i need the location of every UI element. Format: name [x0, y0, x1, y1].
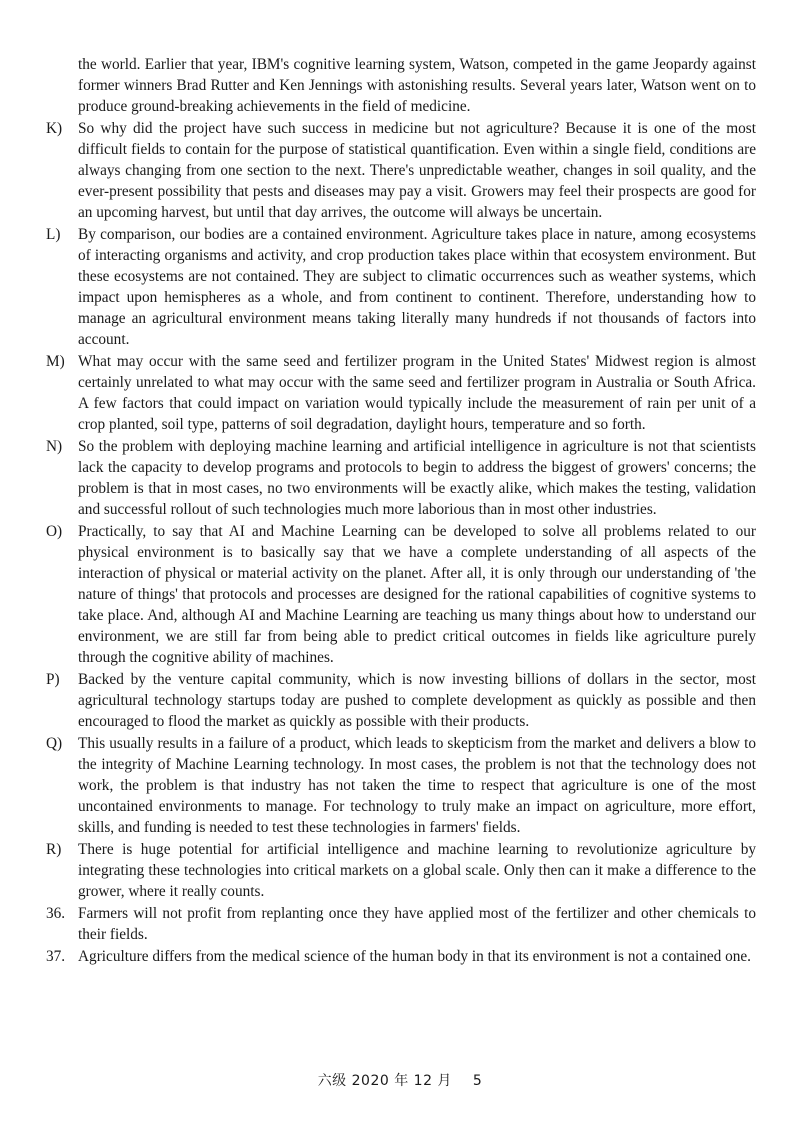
paragraph-label: N) — [46, 438, 63, 455]
paragraph-label: Q) — [46, 735, 63, 752]
paragraph-l — [46, 224, 756, 350]
paragraph-o — [46, 521, 756, 668]
paragraph-text: There is huge potential for artificial intelligence and machine learning to revolutionize agriculture by integrating these technologies into critical markets on a global scale. Only then can it make a difference to the grower, where it really counts. — [78, 841, 756, 900]
paragraph-label: M) — [46, 353, 65, 370]
paragraph-label: L) — [46, 226, 61, 243]
exam-label: 六级 2020 年 12 月 — [317, 1073, 452, 1089]
question-37 — [46, 946, 756, 967]
paragraph-text: By comparison, our bodies are a contained environment. Agriculture takes place in nature, among ecosystems of interacting organisms and activity, and crop production takes place within that ecosystem environment. But these ecosystems are not contained. They are subject to climatic occurrences such as weather systems, which impact upon hemispheres as a whole, and from continent to continent. Therefore, understanding how to manage an agricultural environment means taking literally many hundreds if not thousands of factors into account. — [78, 226, 756, 348]
paragraph-text: So why did the project have such success in medicine but not agriculture? Because it is one of the most difficult fields to contain for the purpose of statistical quantification. Even within a single field, conditions are always changing from one section to the next. There's unpredictable weather, changes in soil quality, and the ever-present possibility that pests and diseases may pay a visit. Growers may feel their prospects are good for an upcoming harvest, but until that day arrives, the outcome will always be uncertain. — [78, 120, 756, 221]
paragraph-m — [46, 351, 756, 435]
paragraph-text: This usually results in a failure of a product, which leads to skepticism from the market and delivers a blow to the integrity of Machine Learning technology. In most cases, the problem is not that the technology does not work, the problem is that industry has not taken the time to respect that agriculture is one of the most uncontained environments to manage. For technology to truly make an impact on agriculture, more effort, skills, and funding is needed to test these technologies in farmers' fields. — [78, 735, 756, 836]
paragraph-text: Practically, to say that AI and Machine Learning can be developed to solve all problems related to our physical environment is to basically say that we have a complete understanding of all aspects of the interaction of physical or material activity on the planet. After all, it is only through our understanding of 'the nature of things' that protocols and processes are designed for the rational capabilities of cognitive systems to take place. And, although AI and Machine Learning are teaching us many things about how to understand our environment, we are still far from being able to predict critical outcomes in fields like agriculture purely through the cognitive ability of machines. — [78, 523, 756, 666]
paragraph-text: Backed by the venture capital community, which is now investing billions of dollars in the sector, most agricultural technology startups today are pushed to complete development as quickly as possible and then encouraged to flood the market as quickly as possible with their products. — [78, 671, 756, 730]
paragraph-q — [46, 733, 756, 838]
passage — [46, 54, 756, 968]
page-number: 5 — [472, 1073, 483, 1089]
paragraph-text: What may occur with the same seed and fertilizer program in the United States' Midwest region is almost certainly unrelated to what may occur with the same seed and fertilizer program in Australia or South Africa. A few factors that could impact on variation would typically include the measurement of rain per unit of a crop planted, soil type, patterns of soil degradation, daylight hours, temperature and so forth. — [78, 353, 756, 433]
paragraph-label: P) — [46, 671, 60, 688]
question-text: Farmers will not profit from replanting once they have applied most of the fertilizer and other chemicals to their fields. — [78, 905, 756, 943]
question-number: 36. — [46, 905, 66, 922]
paragraph-label: K) — [46, 120, 63, 137]
paragraph-k — [46, 118, 756, 223]
paragraph-p — [46, 669, 756, 732]
paragraph-text: the world. Earlier that year, IBM's cognitive learning system, Watson, competed in the game Jeopardy against former winners Brad Rutter and Ken Jennings with astonishing results. Several years later, Watson went on to produce ground-breaking achievements in the field of medicine. — [78, 56, 756, 115]
paragraph-label: R) — [46, 841, 62, 858]
paragraph-r — [46, 839, 756, 902]
passage-lead-paragraph — [46, 54, 756, 117]
paragraph-n — [46, 436, 756, 520]
paragraph-text: So the problem with deploying machine learning and artificial intelligence in agriculture is not that scientists lack the capacity to develop programs and protocols to begin to address the biggest of growers' concerns; the problem is that in most cases, no two environments will be exactly alike, which makes the testing, validation and successful rollout of such technologies much more laborious than in most other industries. — [78, 438, 756, 518]
question-text: Agriculture differs from the medical science of the human body in that its environment is not a contained one. — [78, 948, 752, 965]
page-footer — [0, 1070, 800, 1090]
question-number: 37. — [46, 948, 66, 965]
question-36 — [46, 903, 756, 945]
paragraph-label: O) — [46, 523, 63, 540]
